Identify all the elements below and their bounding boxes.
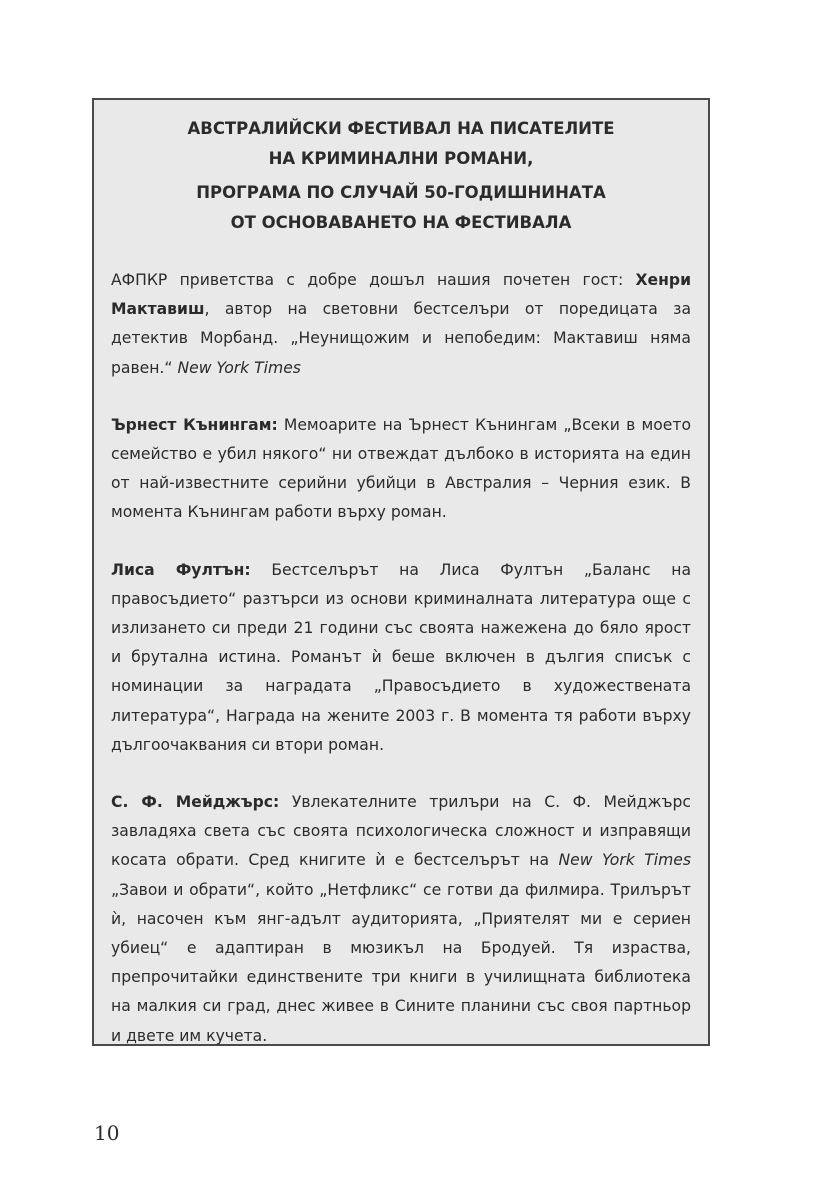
festival-title-line-2: НА КРИМИНАЛНИ РОМАНИ, [268, 149, 534, 168]
program-subtitle [111, 178, 691, 238]
author-paragraph-fulton [111, 556, 691, 760]
guest-name: Хенри Мактавиш [111, 271, 691, 319]
intro-text: АФПКР приветства с добре дошъл нашия почетен гост: [111, 271, 636, 289]
page-number: 10 [94, 1121, 120, 1145]
program-box [92, 98, 710, 1046]
intro-paragraph [111, 266, 691, 383]
author-name: С. Ф. Мейджърс: [111, 793, 280, 812]
festival-title [111, 114, 691, 174]
festival-title-line-1: АВСТРАЛИЙСКИ ФЕСТИВАЛ НА ПИСАТЕЛИТЕ [187, 119, 615, 138]
program-subtitle-line-1: ПРОГРАМА ПО СЛУЧАЙ 50-ГОДИШНИНАТА [196, 183, 606, 202]
author-paragraph-cunningham [111, 411, 691, 528]
author-bio: Бестселърът на Лиса Фултън „Баланс на правосъдието“ разтърси из основи криминалната литература още с излизането си преди 21 години със своята нажежена до бяло ярост и брутална истина. Романът ѝ беше включен в дългия списък с номинации за наградата „Правосъдието в художествената литература“, Награда на жените 2003 г. В момента тя работи върху дългоочаквания си втори роман. [111, 560, 691, 754]
author-bio: Увлекателните трилъри на С. Ф. Мейджърс завладяха света със своята психологическа сложност и изправящи косата обрати. Сред книгите ѝ е бестселърът на [111, 793, 692, 870]
author-name: Ърнест Кънингам: [111, 415, 278, 434]
author-bio-continued: „Завои и обрати“, който „Нетфликс“ се готви да филмира. Трилърът ѝ, насочен към янг-адълт аудиторията, „Приятелят ми е сериен убиец“ е адаптиран в мюзикъл на Бродуей. Тя израства, препрочитайки единствените три книги в училищната библиотека на малкия си град, днес живее в Сините планини със своя партньор и двете им кучета. [111, 880, 691, 1045]
quote-source: New York Times [177, 358, 301, 377]
author-bio: Мемоарите на Ърнест Кънингам „Всеки в моето семейство е убил някого“ ни отвеждат дълбоко в историята на един от най-известните серийни убийци в Австралия – Черния език. В момента Кънингам работи върху роман. [111, 415, 691, 522]
program-subtitle-line-2: ОТ ОСНОВАВАНЕТО НА ФЕСТИВАЛА [230, 213, 572, 232]
publication-name: New York Times [558, 851, 691, 870]
author-paragraph-majors [111, 788, 691, 1051]
intro-text-continued: , автор на световни бестселъри от поредицата за детектив Морбанд. „Неунищожим и непобедим: Мактавиш няма равен.“ [111, 300, 691, 377]
author-name: Лиса Фултън: [111, 560, 251, 579]
